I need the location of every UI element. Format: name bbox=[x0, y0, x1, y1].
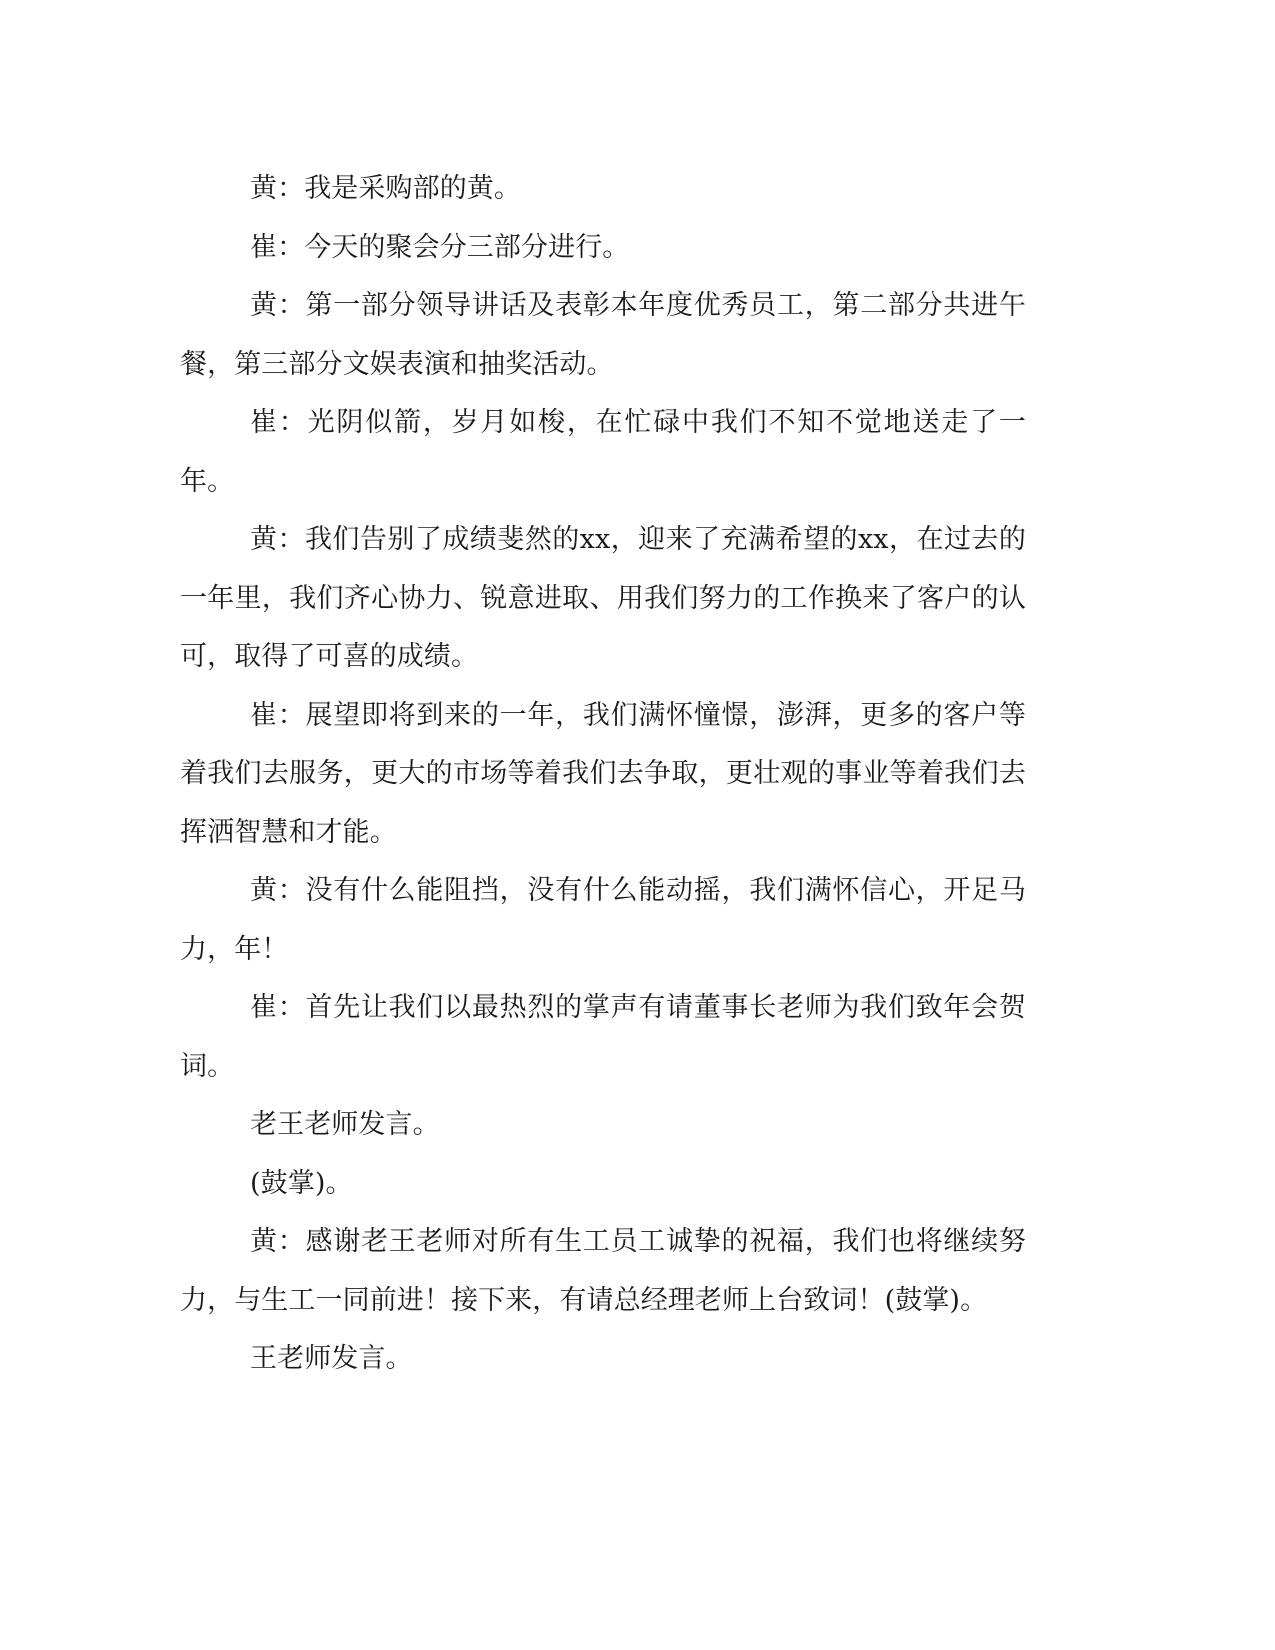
paragraph-10: (鼓掌)。 bbox=[250, 1167, 353, 1199]
paragraph-1: 黄：我是采购部的黄。 bbox=[250, 173, 521, 204]
paragraph-9: 老王老师发言。 bbox=[250, 1109, 440, 1140]
paragraph-4: 崔：光阴似箭，岁月如梭，在忙碌中我们不知不觉地送走了一年。 bbox=[180, 407, 1026, 497]
paragraph-3: 黄：第一部分领导讲话及表彰本年度优秀员工，第二部分共进午餐，第三部分文娱表演和抽奖活动。 bbox=[180, 290, 1026, 380]
document-body bbox=[180, 160, 1026, 1389]
paragraph-7: 黄：没有什么能阻挡，没有什么能动摇，我们满怀信心，开足马力，年！ bbox=[180, 875, 1026, 965]
paragraph-11: 黄：感谢老王老师对所有生工员工诚挚的祝福，我们也将继续努力，与生工一同前进！接下来，有请总经理老师上台致词！(鼓掌)。 bbox=[180, 1226, 1026, 1316]
paragraph-2: 崔：今天的聚会分三部分进行。 bbox=[250, 231, 630, 263]
paragraph-8: 崔：首先让我们以最热烈的掌声有请董事长老师为我们致年会贺词。 bbox=[180, 992, 1026, 1082]
paragraph-5: 黄：我们告别了成绩斐然的xx，迎来了充满希望的xx，在过去的一年里，我们齐心协力、锐意进取、用我们努力的工作换来了客户的认可，取得了可喜的成绩。 bbox=[180, 524, 1026, 672]
paragraph-6: 崔：展望即将到来的一年，我们满怀憧憬，澎湃，更多的客户等着我们去服务，更大的市场等着我们去争取，更壮观的事业等着我们去挥洒智慧和才能。 bbox=[180, 699, 1026, 848]
paragraph-12: 王老师发言。 bbox=[250, 1343, 413, 1374]
